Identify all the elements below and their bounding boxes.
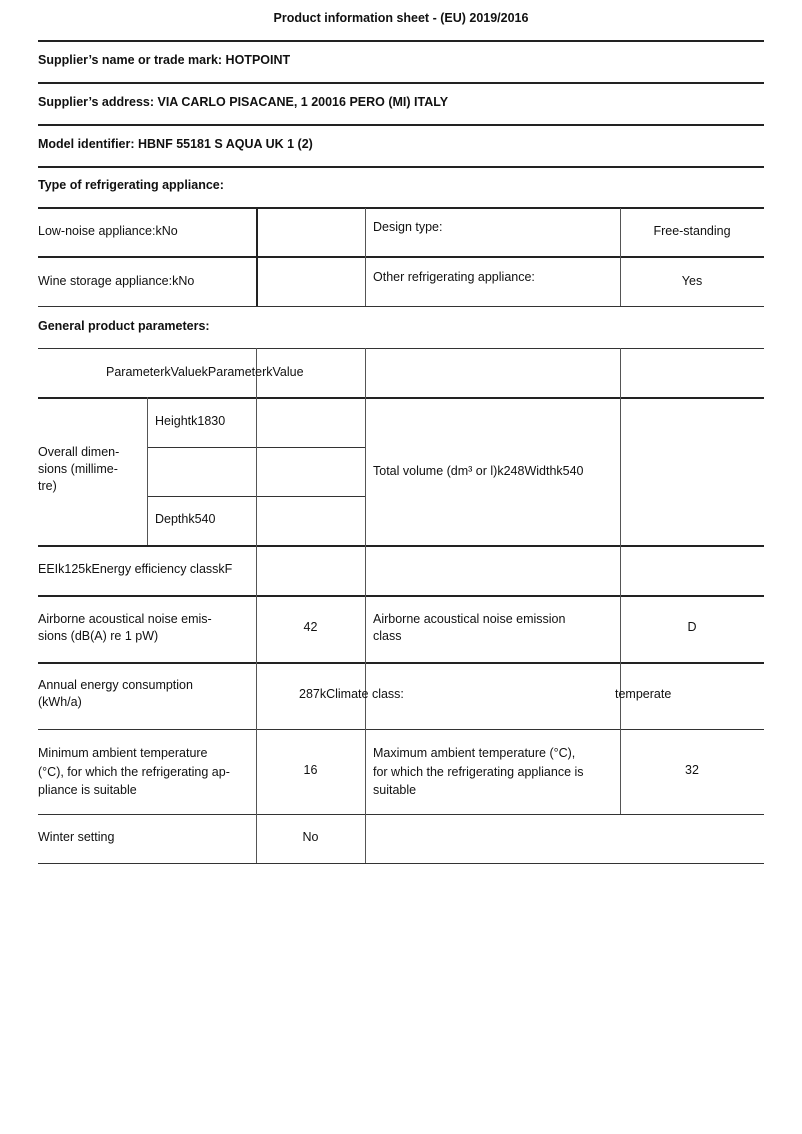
total-volume: Total volume (dm³ or l)k248Widthk540 xyxy=(373,464,584,478)
divider xyxy=(38,166,764,168)
max-temp-label: Maximum ambient temperature (°C), for which the refrigerating appliance is suitable xyxy=(373,746,584,797)
other-appliance-value: Yes xyxy=(681,274,703,288)
min-temp-value: 16 xyxy=(303,763,318,777)
noise-label: Airborne acoustical noise emis- sions (dB(A) re 1 pW) xyxy=(38,612,212,643)
divider xyxy=(38,124,764,126)
divider xyxy=(38,306,764,307)
height-value: Heightk1830 xyxy=(155,414,226,428)
column-divider xyxy=(147,397,148,545)
climate-class-value: temperate xyxy=(615,687,672,701)
low-noise-appliance: Low-noise appliance:kNo xyxy=(38,224,178,238)
supplier-address: Supplier’s address: VIA CARLO PISACANE, 1 20016 PERO (MI) ITALY xyxy=(38,95,449,109)
max-temp-value: 32 xyxy=(685,763,699,777)
page-title: Product information sheet - (EU) 2019/2016 xyxy=(273,11,529,25)
divider xyxy=(38,863,764,864)
wine-storage-appliance: Wine storage appliance:kNo xyxy=(38,274,195,288)
design-type-label: Design type: xyxy=(373,220,443,234)
supplier-name: Supplier’s name or trade mark: HOTPOINT xyxy=(38,53,291,67)
divider xyxy=(38,82,764,84)
depth-value: Depthk540 xyxy=(155,512,216,526)
column-divider xyxy=(256,208,258,306)
dimensions-label: Overall dimen- sions (millime- tre) xyxy=(38,445,120,493)
noise-class-value: D xyxy=(687,620,697,634)
other-appliance-label: Other refrigerating appliance: xyxy=(373,270,535,284)
column-divider xyxy=(365,208,366,306)
column-divider xyxy=(365,348,366,863)
noise-class-label: Airborne acoustical noise emission class xyxy=(373,612,566,643)
annual-energy-label: Annual energy consumption (kWh/a) xyxy=(38,678,193,709)
general-heading: General product parameters: xyxy=(38,319,210,333)
divider xyxy=(38,545,764,547)
column-divider xyxy=(256,348,257,863)
eei-energy-class: EEIk125kEnergy efficiency classkF xyxy=(38,562,233,576)
divider xyxy=(38,814,764,815)
divider xyxy=(38,256,764,258)
noise-value: 42 xyxy=(303,620,318,634)
min-temp-label: Minimum ambient temperature (°C), for which the refrigerating ap- pliance is suitable xyxy=(38,746,230,797)
type-heading: Type of refrigerating appliance: xyxy=(38,178,224,192)
params-header: ParameterkValuekParameterkValue xyxy=(106,365,304,379)
divider xyxy=(38,40,764,42)
divider xyxy=(38,207,764,209)
annual-energy-climate: 287kClimate class: xyxy=(299,687,404,701)
divider xyxy=(38,662,764,664)
model-identifier: Model identifier: HBNF 55181 S AQUA UK 1 (2) xyxy=(38,137,313,151)
winter-setting-value: No xyxy=(302,830,319,844)
design-type-value: Free-standing xyxy=(653,224,731,238)
divider xyxy=(38,729,764,730)
winter-setting-label: Winter setting xyxy=(38,830,115,844)
column-divider xyxy=(620,348,621,814)
divider xyxy=(38,595,764,597)
divider xyxy=(38,348,764,349)
